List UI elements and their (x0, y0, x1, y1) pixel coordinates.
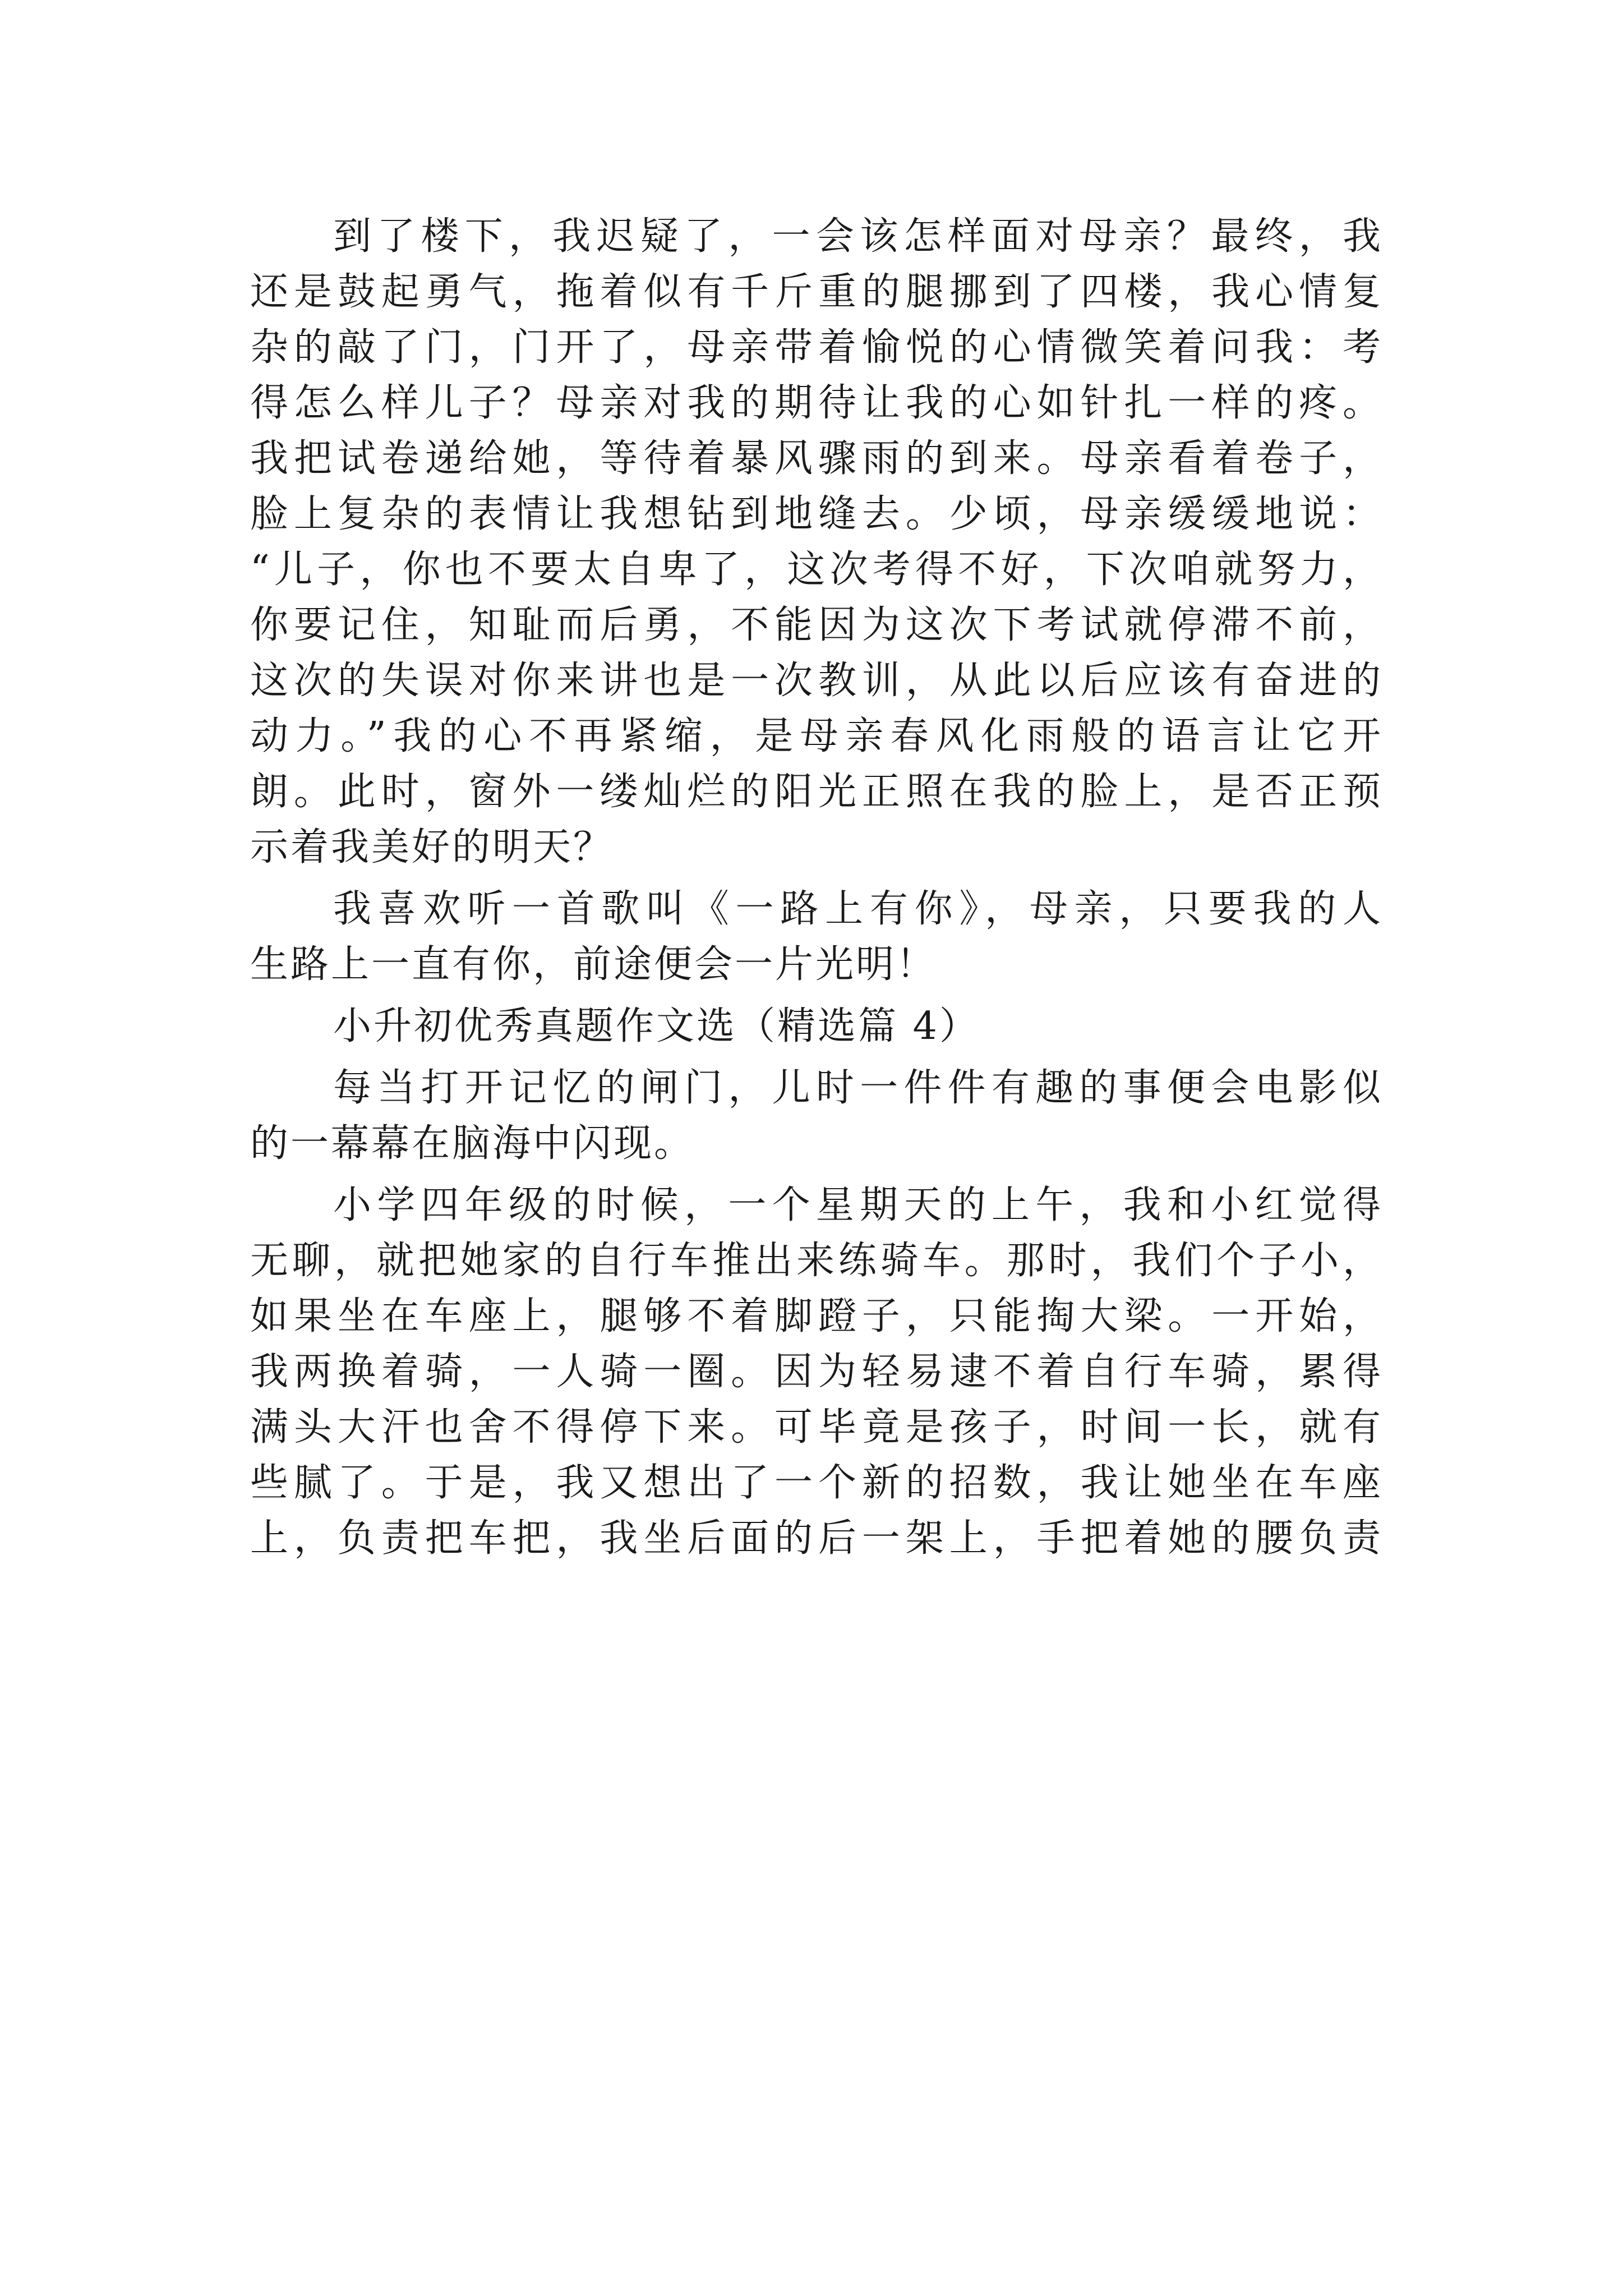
text-line: 示着我美好的明天？ (250, 825, 614, 869)
text-line: 的一幕幕在脑海中闪现。 (250, 1121, 695, 1166)
text-line: 这次的失误对你来讲也是一次教训，从此以后应该有奋进的 (250, 659, 1383, 703)
text-line: 无聊，就把她家的自行车推出来练骑车。那时，我们个子小， (250, 1239, 1383, 1283)
text-line: 到了楼下，我迟疑了，一会该怎样面对母亲？最终，我 (333, 214, 1383, 259)
paragraph-gap (250, 992, 1383, 999)
paragraph-gap (250, 1171, 1383, 1177)
paragraph (250, 209, 1383, 875)
paragraph-gap (250, 875, 1383, 881)
text-line: 还是鼓起勇气，拖着似有千斤重的腿挪到了四楼，我心情复 (250, 270, 1383, 314)
text-line: 生路上一直有你，前途便会一片光明！ (250, 942, 937, 987)
text-line: 我喜欢听一首歌叫《一路上有你》，母亲，只要我的人 (333, 887, 1383, 931)
text-line: 小学四年级的时候，一个星期天的上午，我和小红觉得 (333, 1183, 1383, 1227)
text-line: 朗。此时，窗外一缕灿烂的阳光正照在我的脸上，是否正预 (250, 770, 1383, 814)
text-line: 得怎么样儿子？母亲对我的期待让我的心如针扎一样的疼。 (250, 381, 1383, 425)
text-line: 我两换着骑，一人骑一圈。因为轻易逮不着自行车骑，累得 (250, 1350, 1383, 1394)
text-line: 动力。”我的心不再紧缩，是母亲春风化雨般的语言让它开 (250, 714, 1383, 758)
text-line: 你要记住，知耻而后勇，不能因为这次下考试就停滞不前， (250, 603, 1383, 647)
paragraph (250, 881, 1383, 992)
text-line: 我把试卷递给她，等待着暴风骤雨的到来。母亲看着卷子， (250, 436, 1383, 481)
text-line: 满头大汗也舍不得停下来。可毕竟是孩子，时间一长，就有 (250, 1405, 1383, 1450)
paragraph-gap (250, 1054, 1383, 1060)
paragraph (250, 1177, 1383, 1566)
text-line: 脸上复杂的表情让我想钻到地缝去。少顷，母亲缓缓地说： (250, 492, 1383, 536)
text-line: 每当打开记忆的闸门，儿时一件件有趣的事便会电影似 (333, 1066, 1383, 1110)
heading-line: 小升初优秀真题作文选（精选篇 4） (333, 1004, 980, 1048)
document-body (250, 209, 1383, 1566)
paragraph (250, 1060, 1383, 1171)
text-line: 杂的敲了门，门开了，母亲带着愉悦的心情微笑着问我：考 (250, 325, 1383, 370)
text-line: 如果坐在车座上，腿够不着脚蹬子，只能掏大梁。一开始， (250, 1294, 1383, 1338)
text-line: “儿子，你也不要太自卑了，这次考得不好，下次咱就努力， (250, 547, 1383, 592)
section-heading (250, 999, 1383, 1054)
text-line: 上，负责把车把，我坐后面的后一架上，手把着她的腰负责 (250, 1516, 1383, 1561)
text-line: 些腻了。于是，我又想出了一个新的招数，我让她坐在车座 (250, 1461, 1383, 1505)
